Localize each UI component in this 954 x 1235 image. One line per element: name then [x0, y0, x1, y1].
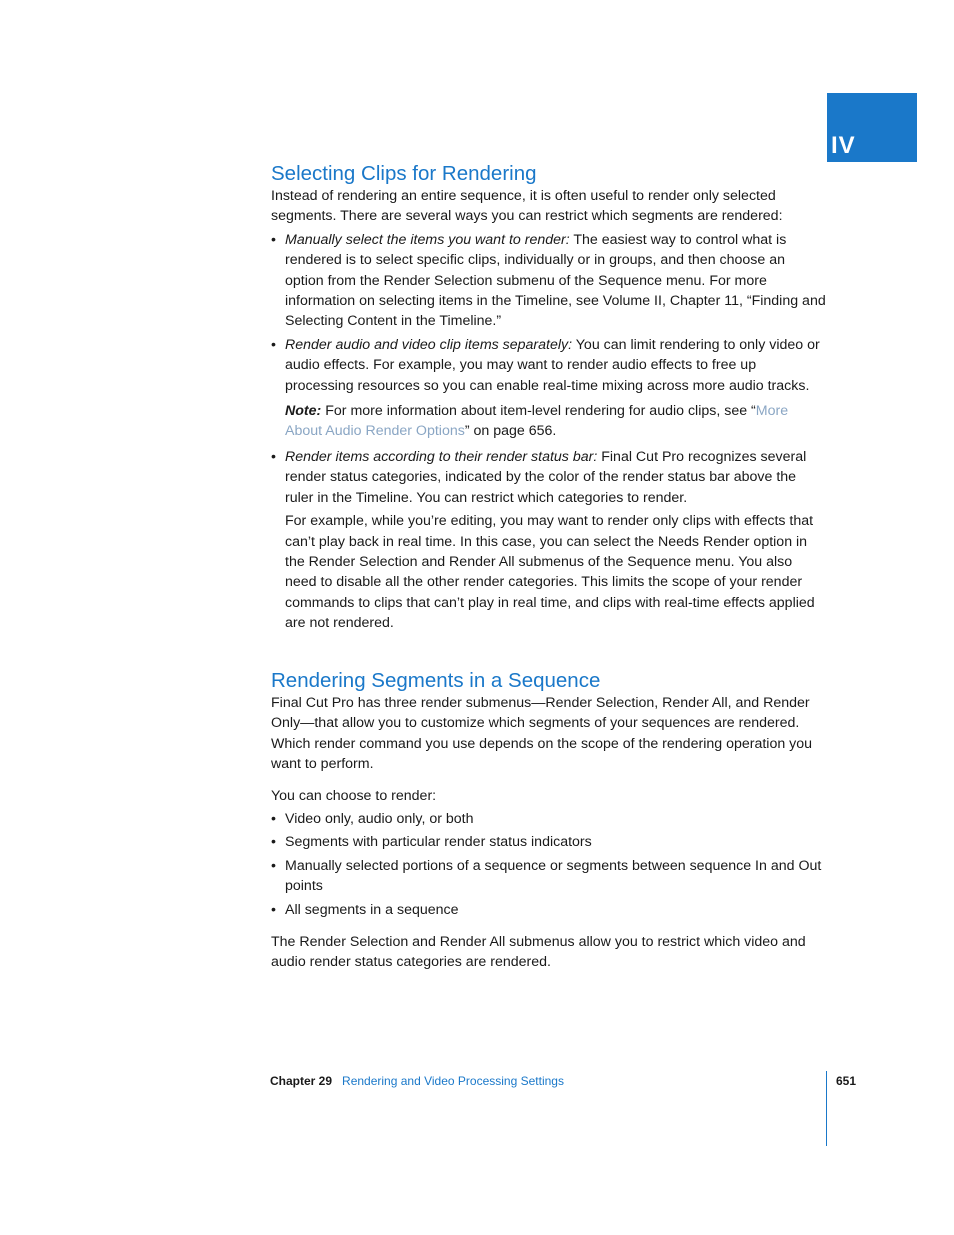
section-intro: Final Cut Pro has three render submenus—Render Selection, Render All, and Render Only—that allow you to customize which segments of your sequences are rendered. Which render command you use depends on the scope of the rendering operation you want to perform.	[271, 695, 813, 773]
bullet-glyph: •	[271, 336, 276, 353]
list-item	[271, 832, 827, 852]
list-item-lead: Render items according to their render status bar:	[285, 448, 598, 465]
page-footer	[270, 1073, 564, 1089]
bullet-glyph: •	[271, 857, 276, 874]
note-text: For more information about item-level rendering for audio clips, see “	[325, 403, 756, 420]
list-item-extra: For example, while you’re editing, you may want to render only clips with effects that can’t play back in real time. In this case, you can select the Needs Render option in the Render Selection and Render All submenus of the Sequence menu. You also need to disable all the other render categories. This limits the scope of your render commands to clips that can’t play in real time, and clips with real-time effects applied are not rendered.	[285, 513, 815, 632]
note-paragraph	[285, 401, 827, 442]
list-item-text: The easiest way to control what is rendered is to select specific clips, individually or in groups, and then choose an option from the Render Selection submenu of the Sequence menu. For more information on selecting items in the Timeline, see Volume II, Chapter 11, “Finding and Selecting Content in the Timeline.”	[285, 231, 826, 330]
list-item	[271, 447, 827, 634]
list-item-lead: Manually select the items you want to render:	[285, 231, 570, 248]
list-item-text: You can limit rendering to only video or audio effects. For example, you may want to render audio effects to free up processing resources so you can enable real-time mixing across more audio tracks.	[285, 336, 820, 394]
bullet-list	[271, 230, 827, 634]
section-selecting-clips	[271, 162, 827, 634]
bullet-glyph: •	[271, 448, 276, 465]
list-item-text: Final Cut Pro recognizes several render status categories, indicated by the color of the render status bar above the ruler in the Timeline. You can restrict which categories to render.	[285, 448, 807, 506]
bullet-list	[271, 809, 827, 920]
section-intro: Instead of rendering an entire sequence, it is often useful to render only selected segments. There are several ways you can restrict which segments are rendered:	[271, 188, 783, 225]
list-item-lead: Render audio and video clip items separately:	[285, 336, 573, 353]
footer-chapter-title[interactable]: Rendering and Video Processing Settings	[342, 1074, 564, 1088]
list-item-text: Segments with particular render status indicators	[285, 834, 592, 851]
page-number: 651	[836, 1074, 857, 1088]
footer-chapter: Chapter 29	[270, 1074, 333, 1088]
part-tab	[827, 93, 917, 162]
footer-divider	[826, 1071, 827, 1146]
list-item-text: All segments in a sequence	[285, 901, 459, 918]
note-label: Note:	[285, 403, 322, 420]
list-item	[271, 230, 827, 332]
section-heading: Rendering Segments in a Sequence	[271, 669, 601, 692]
section-heading: Selecting Clips for Rendering	[271, 162, 537, 185]
list-item	[271, 335, 827, 442]
bullet-glyph: •	[271, 811, 276, 828]
list-item-text: Video only, audio only, or both	[285, 811, 474, 828]
cross-reference-link[interactable]: More About Audio Render Options	[285, 403, 789, 440]
part-tab-label: IV	[831, 132, 856, 159]
bullet-glyph: •	[271, 834, 276, 851]
bullet-glyph: •	[271, 231, 276, 248]
closing-paragraph: The Render Selection and Render All submenus allow you to restrict which video and audio render status categories are rendered.	[271, 934, 806, 971]
list-item	[271, 856, 827, 897]
section-rendering-segments	[271, 669, 827, 973]
note-text-after: ” on page 656.	[464, 423, 557, 440]
choose-label: You can choose to render:	[271, 787, 437, 804]
bullet-glyph: •	[271, 901, 276, 918]
list-item-text: Manually selected portions of a sequence or segments between sequence In and Out points	[285, 857, 822, 895]
list-item	[271, 809, 827, 829]
list-item	[271, 900, 827, 920]
